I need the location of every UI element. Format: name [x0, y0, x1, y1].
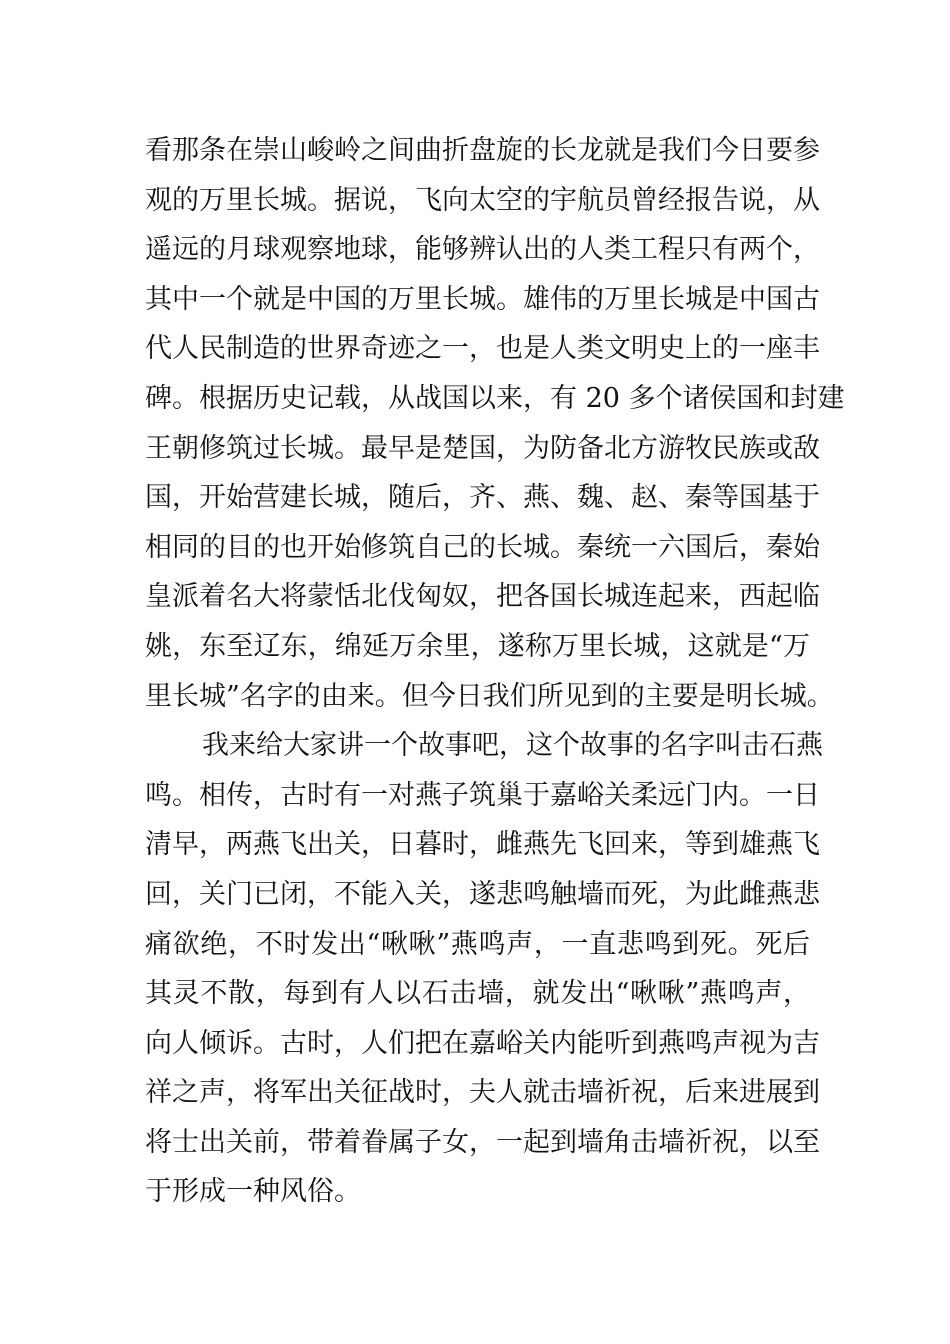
- paragraph-line: 其灵不散，每到有人以石击墙，就发出“啾啾”燕鸣声，: [145, 978, 810, 1010]
- paragraph-line: 代人民制造的世界奇迹之一，也是人类文明史上的一座丰: [145, 333, 820, 365]
- paragraph-line: 于形成一种风俗。: [145, 1176, 361, 1208]
- paragraph-line: 鸣。相传，古时有一对燕子筑巢于嘉峪关柔远门内。一日: [145, 779, 820, 811]
- paragraph-line: 将士出关前，带着眷属子女，一起到墙角击墙祈祝，以至: [145, 1126, 820, 1158]
- paragraph-line: 回，关门已闭，不能入关，遂悲鸣触墙而死，为此雌燕悲: [145, 878, 820, 910]
- paragraph-line: 国，开始营建长城，随后，齐、燕、魏、赵、秦等国基于: [145, 482, 820, 514]
- paragraph-line: 其中一个就是中国的万里长城。雄伟的万里长城是中国古: [145, 283, 820, 315]
- paragraph-line: 看那条在崇山峻岭之间曲折盘旋的长龙就是我们今日要参: [145, 135, 820, 166]
- paragraph-great-wall-history: [145, 126, 845, 721]
- paragraph-line: 观的万里长城。据说，飞向太空的宇航员曾经报告说，从: [145, 184, 820, 216]
- paragraph-line: 相同的目的也开始修筑自己的长城。秦统一六国后，秦始: [145, 531, 820, 563]
- paragraph-line: 痛欲绝，不时发出“啾啾”燕鸣声，一直悲鸣到死。死后: [145, 928, 810, 960]
- paragraph-line: 遥远的月球观察地球，能够辨认出的人类工程只有两个，: [145, 234, 820, 266]
- paragraph-line: 向人倾诉。古时，人们把在嘉峪关内能听到燕鸣声视为吉: [145, 1027, 820, 1059]
- paragraph-line: 王朝修筑过长城。最早是楚国，为防备北方游牧民族或敌: [145, 432, 820, 464]
- paragraph-line: 我来给大家讲一个故事吧，这个故事的名字叫击石燕: [202, 730, 823, 762]
- paragraph-line: 皇派着名大将蒙恬北伐匈奴，把各国长城连起来，西起临: [145, 581, 820, 613]
- paragraph-line: 姚，东至辽东，绵延万余里，遂称万里长城，这就是“万: [145, 630, 810, 662]
- paragraph-line: 里长城”名字的由来。但今日我们所见到的主要是明长城。: [145, 680, 834, 712]
- paragraph-line: 清早，两燕飞出关，日暮时，雌燕先飞回来，等到雄燕飞: [145, 829, 820, 861]
- paragraph-line: 碑。根据历史记载，从战国以来，有 20 多个诸侯国和封建: [145, 382, 845, 414]
- paragraph-line: 祥之声，将军出关征战时，夫人就击墙祈祝，后来进展到: [145, 1077, 820, 1109]
- paragraph-swallow-story: [145, 721, 823, 1217]
- document-body: [145, 126, 845, 1217]
